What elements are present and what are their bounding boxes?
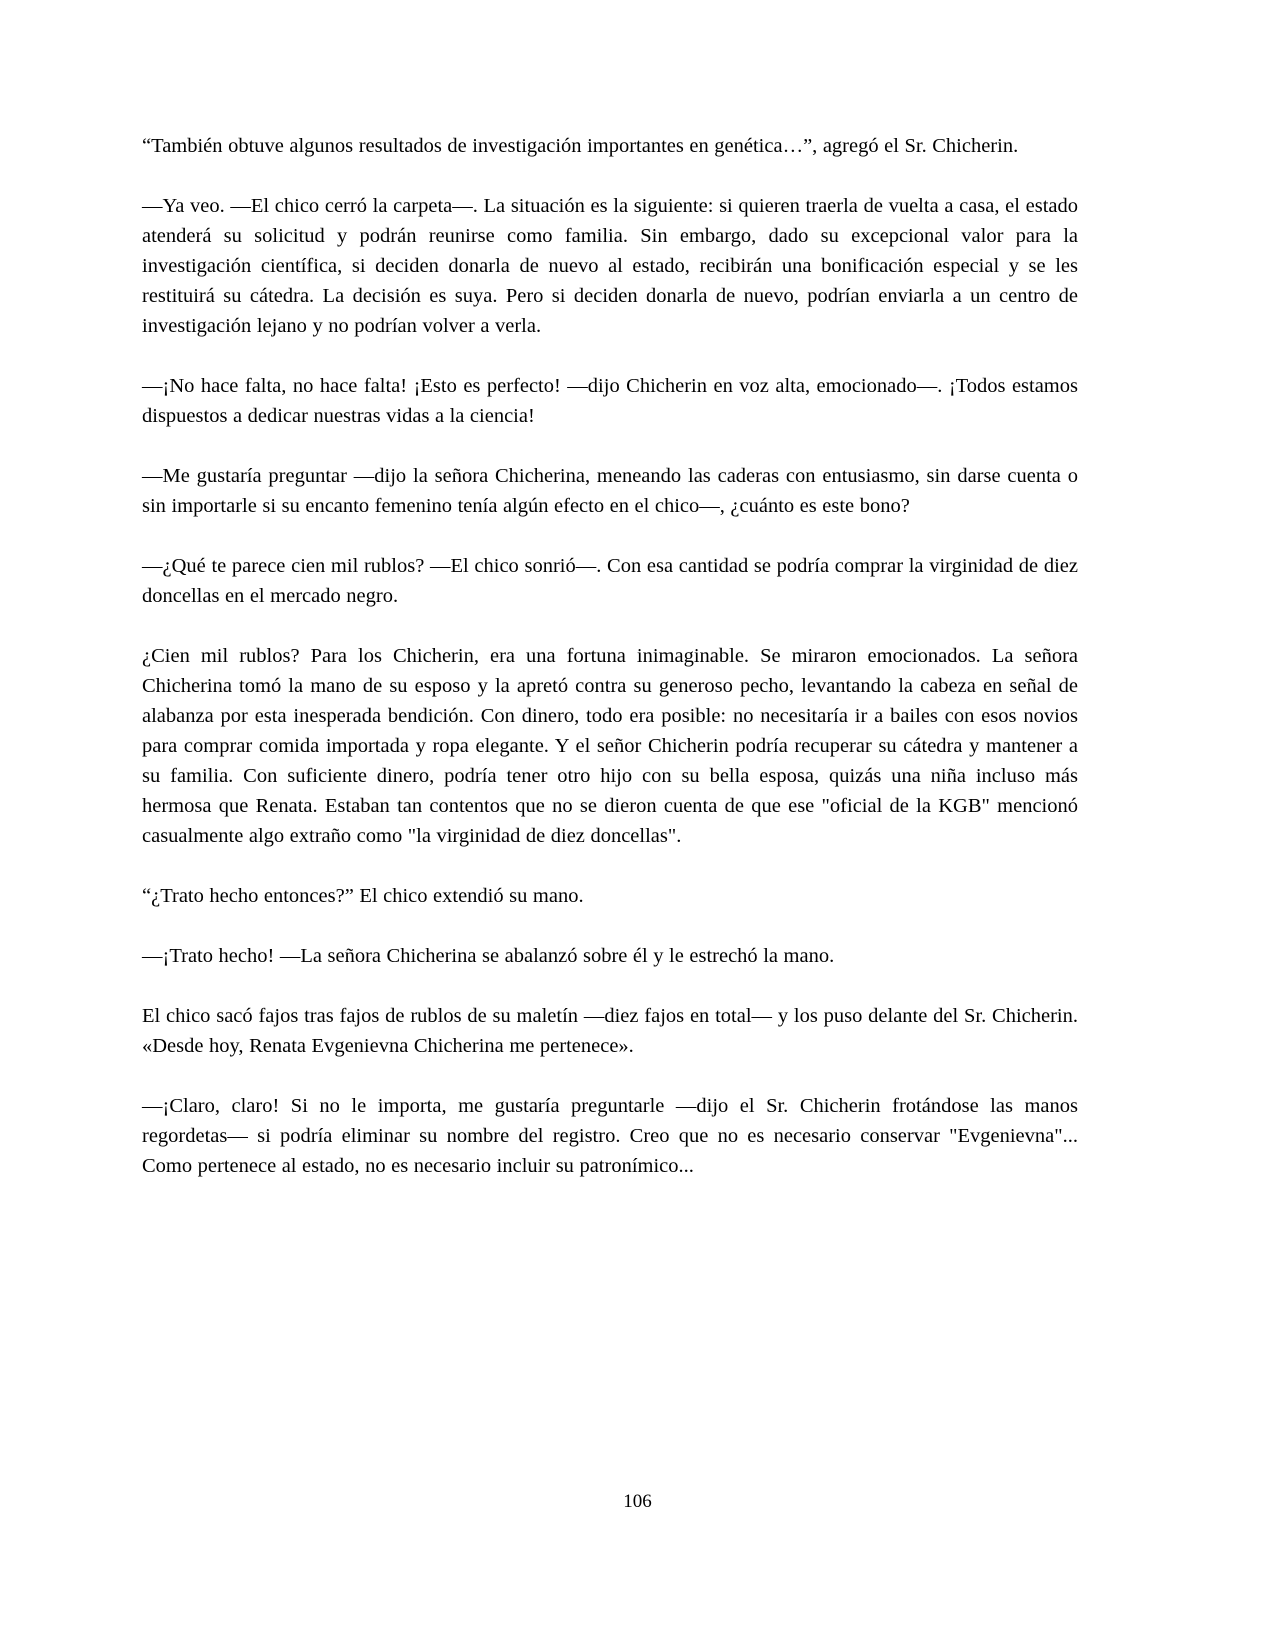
paragraph: El chico sacó fajos tras fajos de rublos de su maletín —diez fajos en total— y los puso delante del Sr. Chicherin. «Desde hoy, Renata Evgenievna Chicherina me pertenece». (142, 1005, 1078, 1057)
paragraph: —Ya veo. —El chico cerró la carpeta—. La situación es la siguiente: si quieren traerla de vuelta a casa, el estado atenderá su solicitud y podrán reunirse como familia. Sin embargo, dado su excepcional valor para la investigación científica, si deciden donarla de nuevo al estado, recibirán una bonificación especial y se les restituirá su cátedra. La decisión es suya. Pero si deciden donarla de nuevo, podrían enviarla a un centro de investigación lejano y no podrían volver a verla. (142, 195, 1078, 337)
paragraph: —¡Claro, claro! Si no le importa, me gustaría preguntarle —dijo el Sr. Chicherin frotándose las manos regordetas— si podría eliminar su nombre del registro. Creo que no es necesario conservar "Evgenievna"... Como pertenece al estado, no es necesario incluir su patronímico... (142, 1095, 1078, 1177)
paragraph: “¿Trato hecho entonces?” El chico extendió su mano. (142, 885, 584, 907)
paragraph: —¡No hace falta, no hace falta! ¡Esto es perfecto! —dijo Chicherin en voz alta, emocionado—. ¡Todos estamos dispuestos a dedicar nuestras vidas a la ciencia! (142, 375, 1078, 427)
paragraph: —¡Trato hecho! —La señora Chicherina se abalanzó sobre él y le estrechó la mano. (142, 945, 835, 967)
paragraph: —Me gustaría preguntar —dijo la señora Chicherina, meneando las caderas con entusiasmo, sin darse cuenta o sin importarle si su encanto femenino tenía algún efecto en el chico—, ¿cuánto es este bono? (142, 465, 1078, 517)
page-number: 106 (623, 1491, 652, 1512)
paragraph: “También obtuve algunos resultados de investigación importantes en genética…”, agregó el Sr. Chicherin. (142, 135, 1019, 157)
page-body (142, 131, 1078, 1211)
paragraph: ¿Cien mil rublos? Para los Chicherin, era una fortuna inimaginable. Se miraron emocionados. La señora Chicherina tomó la mano de su esposo y la apretó contra su generoso pecho, levantando la cabeza en señal de alabanza por esta inesperada bendición. Con dinero, todo era posible: no necesitaría ir a bailes con esos novios para comprar comida importada y ropa elegante. Y el señor Chicherin podría recuperar su cátedra y mantener a su familia. Con suficiente dinero, podría tener otro hijo con su bella esposa, quizás una niña incluso más hermosa que Renata. Estaban tan contentos que no se dieron cuenta de que ese "oficial de la KGB" mencionó casualmente algo extraño como "la virginidad de diez doncellas". (142, 645, 1078, 847)
paragraph: —¿Qué te parece cien mil rublos? —El chico sonrió—. Con esa cantidad se podría comprar la virginidad de diez doncellas en el mercado negro. (142, 555, 1078, 607)
